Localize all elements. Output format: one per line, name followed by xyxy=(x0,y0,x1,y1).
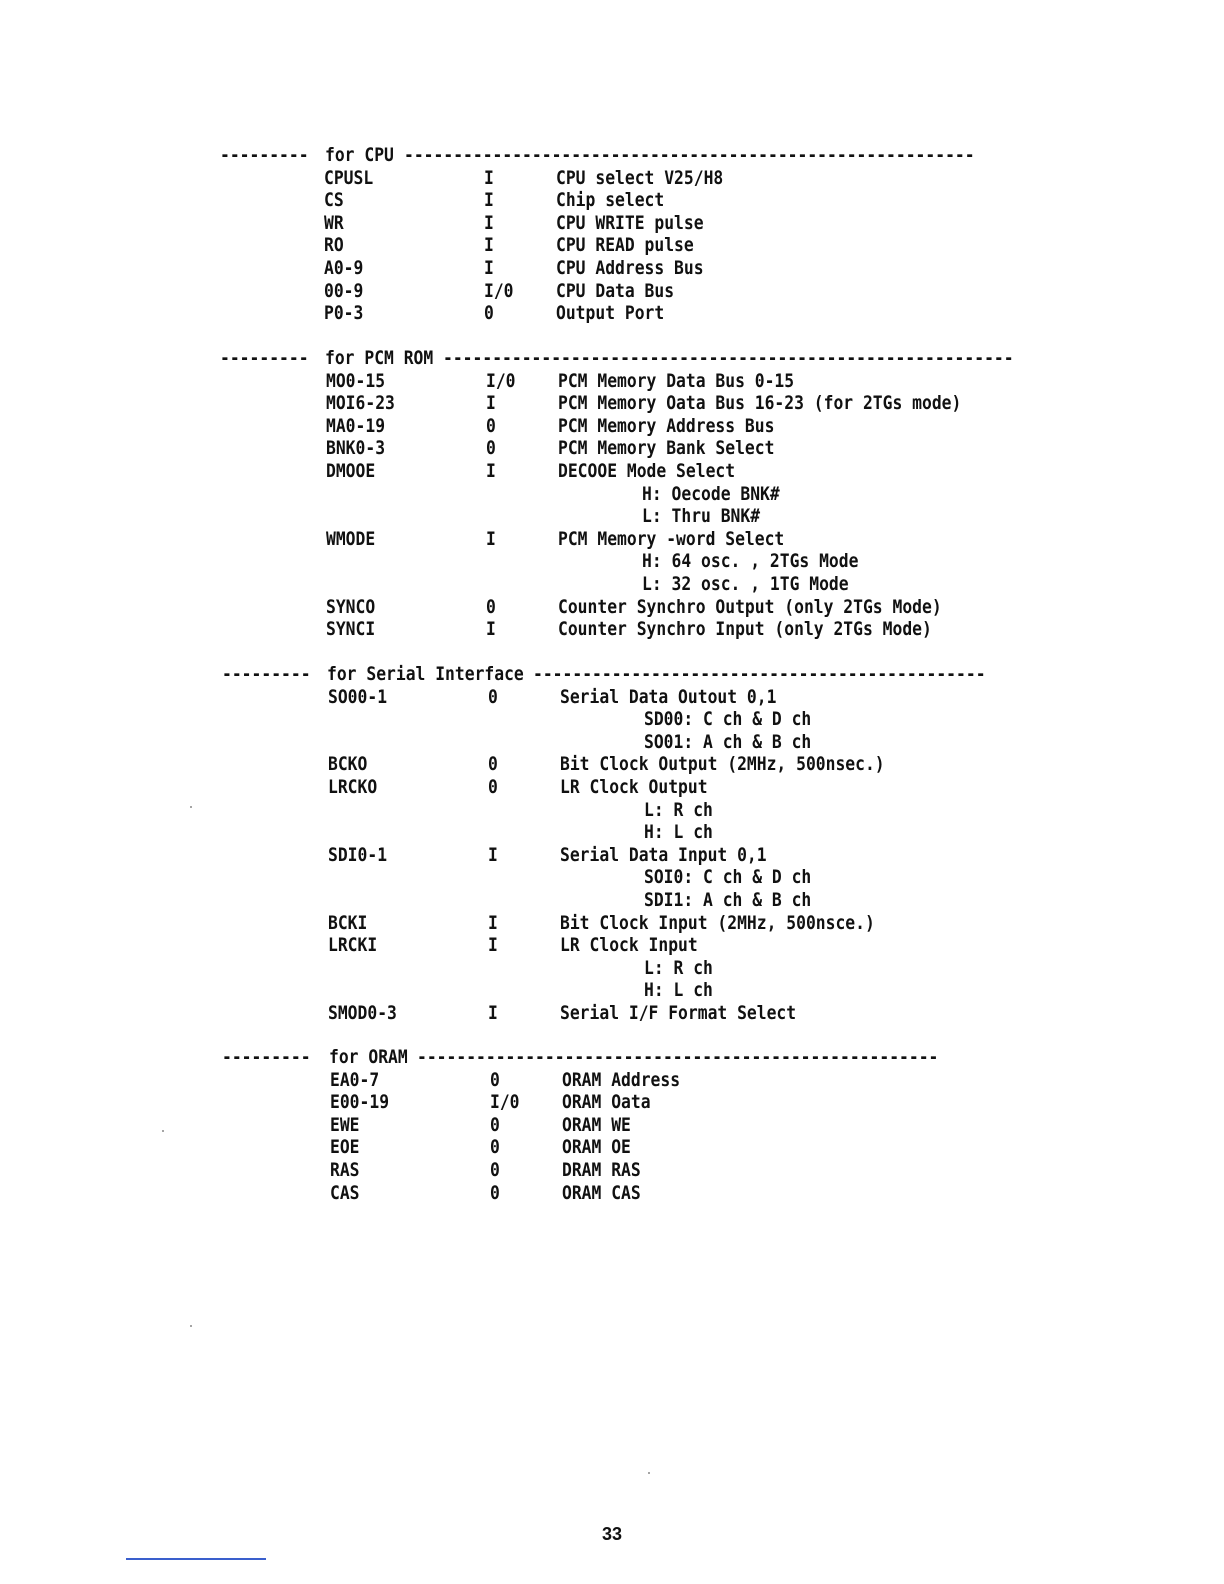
section-rule-right: ---------------------------------------------------------- xyxy=(403,144,975,166)
section-header: for PCM ROM xyxy=(325,347,434,369)
signal-io: I/0 xyxy=(486,369,516,392)
signal-name: WMODE xyxy=(326,527,376,550)
signal-description: Serial Data Outout 0,1 xyxy=(560,685,777,708)
signal-description: CPU Address Bus xyxy=(556,257,704,279)
signal-io: I xyxy=(484,257,494,279)
signal-io: 0 xyxy=(486,414,496,437)
signal-note: H: L ch xyxy=(644,821,713,844)
signal-name: SMOD0-3 xyxy=(328,1002,397,1024)
section-header: for ORAM xyxy=(329,1046,408,1068)
signal-name: RAS xyxy=(330,1159,360,1181)
section-rule-right: ----------------------------------------------------- xyxy=(417,1046,939,1068)
signal-note: H: 64 osc. , 2TGs Mode xyxy=(642,550,859,573)
signal-io: 0 xyxy=(490,1113,500,1136)
signal-description: ORAM CAS xyxy=(562,1181,641,1204)
signal-name: BCKO xyxy=(328,753,368,776)
signal-name: LRCKO xyxy=(328,776,378,798)
signal-io: 0 xyxy=(484,302,494,325)
signal-io: I/0 xyxy=(484,279,514,302)
section-rule-right: ---------------------------------------------- xyxy=(533,663,986,685)
signal-name: SO00-1 xyxy=(328,685,388,708)
signal-name: CAS xyxy=(330,1181,360,1204)
signal-io: 0 xyxy=(490,1136,500,1159)
signal-description: ORAM Address xyxy=(562,1068,681,1091)
signal-note: L: 32 osc. , 1TG Mode xyxy=(642,573,849,595)
signal-description: CPU READ pulse xyxy=(556,234,694,257)
signal-name: E00-19 xyxy=(330,1091,390,1114)
signal-name: MOI6-23 xyxy=(326,392,395,415)
signal-io: I xyxy=(488,934,498,957)
signal-description: LR Clock Output xyxy=(560,776,708,798)
signal-description: PCM Memory -word Select xyxy=(558,527,785,550)
section-rule-left: --------- xyxy=(222,1046,311,1068)
signal-note: H: Oecode BNK# xyxy=(642,482,780,505)
signal-name: MA0-19 xyxy=(326,414,386,437)
signal-description: Chip select xyxy=(556,189,665,212)
signal-note: L: R ch xyxy=(644,798,713,821)
signal-description: ORAM Oata xyxy=(562,1091,651,1114)
signal-description: CPU select V25/H8 xyxy=(556,166,724,189)
signal-io: 0 xyxy=(488,685,498,708)
signal-note: SO01: A ch & B ch xyxy=(644,730,812,753)
signal-io: I xyxy=(484,189,494,212)
signal-name: EA0-7 xyxy=(330,1068,380,1091)
signal-name: A0-9 xyxy=(324,257,364,279)
page-number: 33 xyxy=(601,1524,623,1544)
footer-rule xyxy=(126,1558,266,1560)
section-header: for Serial Interface xyxy=(327,663,524,685)
signal-description: PCM Memory Oata Bus 16-23 (for 2TGs mode) xyxy=(558,392,962,415)
scan-speck xyxy=(190,1325,192,1327)
signal-name: BNK0-3 xyxy=(326,437,386,460)
signal-io: 0 xyxy=(488,776,498,798)
signal-note: SOI0: C ch & D ch xyxy=(644,866,812,889)
signal-note: H: L ch xyxy=(644,979,713,1002)
signal-io: I xyxy=(488,1002,498,1024)
signal-description: LR Clock Input xyxy=(560,934,698,957)
signal-note: SD00: C ch & D ch xyxy=(644,708,812,731)
signal-io: I xyxy=(488,911,498,934)
signal-io: 0 xyxy=(490,1159,500,1181)
signal-description: DRAM RAS xyxy=(562,1159,641,1181)
signal-name: LRCKI xyxy=(328,934,378,957)
signal-description: CPU WRITE pulse xyxy=(556,211,704,234)
signal-io: I xyxy=(484,166,494,189)
signal-io: I xyxy=(484,211,494,234)
signal-io: I xyxy=(486,460,496,482)
signal-description: DECOOE Mode Select xyxy=(558,460,736,482)
signal-name: CS xyxy=(324,189,344,212)
signal-description: ORAM WE xyxy=(562,1113,631,1136)
signal-note: SDI1: A ch & B ch xyxy=(644,889,812,911)
scan-speck xyxy=(648,1472,650,1474)
signal-description: CPU Data Bus xyxy=(556,279,675,302)
signal-io: 0 xyxy=(486,437,496,460)
signal-description: Output Port xyxy=(556,302,665,325)
signal-name: SYNCI xyxy=(326,618,376,641)
signal-name: 00-9 xyxy=(324,279,364,302)
signal-io: 0 xyxy=(490,1068,500,1091)
signal-description: Bit Clock Output (2MHz, 500nsec.) xyxy=(560,753,885,776)
signal-name: MO0-15 xyxy=(326,369,386,392)
signal-name: CPUSL xyxy=(324,166,374,189)
signal-description: PCM Memory Address Bus xyxy=(558,414,775,437)
signal-io: I xyxy=(488,843,498,866)
signal-description: PCM Memory Data Bus 0-15 xyxy=(558,369,795,392)
signal-name: EOE xyxy=(330,1136,360,1159)
signal-io: I xyxy=(486,527,496,550)
section-rule-left: --------- xyxy=(220,144,309,166)
scan-speck xyxy=(190,806,192,808)
signal-description: Serial I/F Format Select xyxy=(560,1002,797,1024)
section-rule-right: ---------------------------------------------------------- xyxy=(442,347,1014,369)
signal-name: WR xyxy=(324,211,344,234)
signal-io: I xyxy=(486,618,496,641)
signal-name: SYNCO xyxy=(326,595,376,618)
signal-io: I xyxy=(484,234,494,257)
signal-note: L: Thru BNK# xyxy=(642,505,761,528)
signal-name: P0-3 xyxy=(324,302,364,325)
signal-io: I/0 xyxy=(490,1091,520,1114)
section-rule-left: --------- xyxy=(222,663,311,685)
signal-io: 0 xyxy=(486,595,496,618)
signal-name: RO xyxy=(324,234,344,257)
signal-name: SDI0-1 xyxy=(328,843,388,866)
section-rule-left: --------- xyxy=(220,347,309,369)
signal-description: Counter Synchro Input (only 2TGs Mode) xyxy=(558,618,932,641)
signal-description: Serial Data Input 0,1 xyxy=(560,843,767,866)
signal-note: L: R ch xyxy=(644,956,713,979)
signal-description: Bit Clock Input (2MHz, 500nsce.) xyxy=(560,911,875,934)
signal-io: 0 xyxy=(490,1181,500,1204)
signal-name: EWE xyxy=(330,1113,360,1136)
signal-io: 0 xyxy=(488,753,498,776)
signal-name: BCKI xyxy=(328,911,368,934)
scan-speck xyxy=(162,1130,164,1132)
signal-name: DMOOE xyxy=(326,460,376,482)
section-header: for CPU xyxy=(325,144,394,166)
signal-description: ORAM OE xyxy=(562,1136,631,1159)
signal-description: PCM Memory Bank Select xyxy=(558,437,775,460)
signal-description: Counter Synchro Output (only 2TGs Mode) xyxy=(558,595,942,618)
signal-io: I xyxy=(486,392,496,415)
